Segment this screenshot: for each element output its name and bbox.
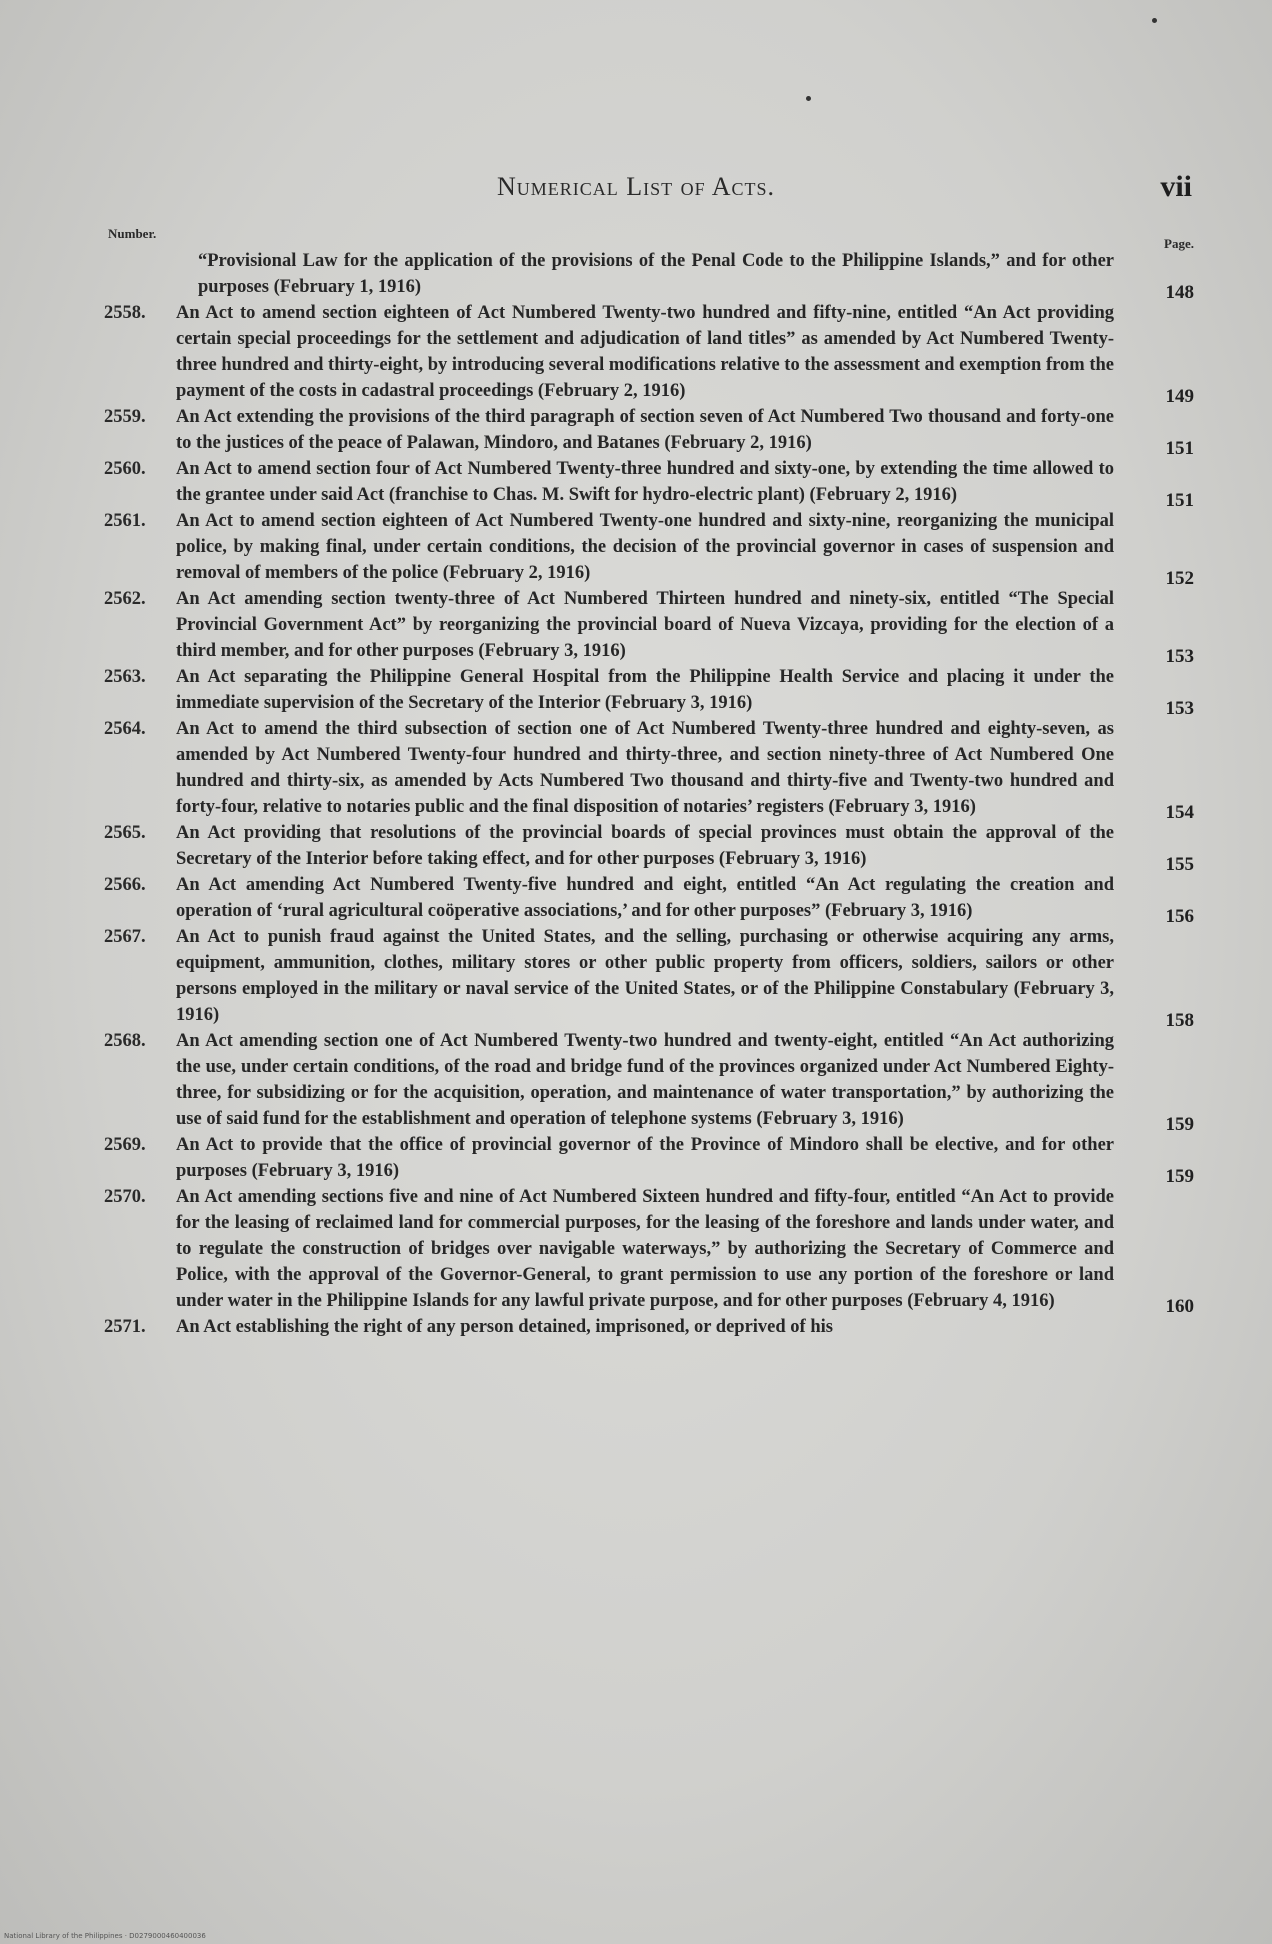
- act-title: An Act to amend section eighteen of Act Numbered Twenty-two hundred and fifty-nine, entitled “An Act providing certain special proceedings for the settlement and adjudication of land titles” as amended by Act Numbered Twenty-three hundred and thirty-eight, by introducing several modifications relative to the assessment and exemption from the payment of the costs in cadastral proceedings (February 2, 1916): [176, 303, 1114, 401]
- act-title: An Act to provide that the office of provincial governor of the Province of Mindoro shall be elective, and for other purposes (February 3, 1916): [176, 1135, 1114, 1181]
- act-title: An Act providing that resolutions of the provincial boards of special provinces must obtain the approval of the Secretary of the Interior before taking effect, and for other purposes (February 3, 1916): [176, 823, 1114, 869]
- act-number: 2560.: [104, 459, 146, 479]
- list-item: [104, 404, 1194, 459]
- list-item: [104, 1184, 1194, 1317]
- page-column-label: Page.: [1164, 236, 1194, 251]
- list-item: [104, 456, 1194, 511]
- act-title: “Provisional Law for the application of the provisions of the Penal Code to the Philippine Islands,” and for other purposes (February 1, 1916): [198, 251, 1114, 297]
- act-number: 2558.: [104, 303, 146, 323]
- running-header: [0, 172, 1272, 202]
- act-number: 2567.: [104, 927, 146, 947]
- act-page: 160: [1165, 1296, 1194, 1317]
- list-item: [104, 664, 1194, 719]
- act-page: 153: [1165, 646, 1194, 667]
- act-page: 155: [1165, 854, 1194, 875]
- act-page: 153: [1165, 698, 1194, 719]
- act-number: 2566.: [104, 875, 146, 895]
- list-item: [104, 248, 1194, 303]
- act-title: An Act to amend section four of Act Numbered Twenty-three hundred and sixty-one, by extending the time allowed to the grantee under said Act (franchise to Chas. M. Swift for hydro-electric plant) (February 2, 1916): [176, 459, 1114, 505]
- list-item: [104, 1132, 1194, 1187]
- list-item: [104, 1314, 1194, 1340]
- act-number: 2570.: [104, 1187, 146, 1207]
- act-number: 2565.: [104, 823, 146, 843]
- act-number: 2561.: [104, 511, 146, 531]
- act-title: An Act extending the provisions of the third paragraph of section seven of Act Numbered Two thousand and forty-one to the justices of the peace of Palawan, Mindoro, and Batanes (February 2, 1916): [176, 407, 1114, 453]
- act-title: An Act amending sections five and nine of Act Numbered Sixteen hundred and fifty-four, entitled “An Act to provide for the leasing of reclaimed land for commercial purposes, for the leasing of the foreshore and lands under water, and to regulate the construction of bridges over navigable waterways,” by authorizing the Secretary of Commerce and Police, with the approval of the Governor-General, to grant permission to use any portion of the foreshore or land under water in the Philippine Islands for any lawful private purpose, and for other purposes (February 4, 1916): [176, 1187, 1114, 1311]
- act-title: An Act to amend the third subsection of section one of Act Numbered Twenty-three hundred and eighty-seven, as amended by Act Numbered Twenty-four hundred and thirty-three, and section ninety-three of Act Numbered One hundred and thirty-six, as amended by Acts Numbered Two thousand and thirty-five and Twenty-two hundred and forty-four, relative to notaries public and the final disposition of notaries’ registers (February 3, 1916): [176, 719, 1114, 817]
- acts-list: [104, 248, 1194, 1340]
- page-title: Numerical List of Acts.: [496, 172, 776, 201]
- number-column-label: Number.: [108, 226, 157, 241]
- act-number: 2569.: [104, 1135, 146, 1155]
- act-title: An Act to amend section eighteen of Act Numbered Twenty-one hundred and sixty-nine, reorganizing the municipal police, by making final, under certain conditions, the decision of the provincial governor in cases of suspension and removal of members of the police (February 2, 1916): [176, 511, 1114, 583]
- act-title: An Act amending section twenty-three of Act Numbered Thirteen hundred and ninety-six, entitled “The Special Provincial Government Act” by reorganizing the provincial board of Nueva Vizcaya, providing for the election of a third member, and for other purposes (February 3, 1916): [176, 589, 1114, 661]
- act-page: 149: [1165, 386, 1194, 407]
- act-page: 148: [1165, 282, 1194, 303]
- dust-speck: [1152, 18, 1157, 23]
- list-item: [104, 716, 1194, 823]
- list-item: [104, 820, 1194, 875]
- act-page: 159: [1165, 1166, 1194, 1187]
- act-page: 151: [1165, 438, 1194, 459]
- act-title: An Act amending Act Numbered Twenty-five hundred and eight, entitled “An Act regulating the creation and operation of ‘rural agricultural coöperative associations,’ and for other purposes” (February 3, 1916): [176, 875, 1114, 921]
- list-item: [104, 872, 1194, 927]
- act-title: An Act separating the Philippine General Hospital from the Philippine Health Service and placing it under the immediate supervision of the Secretary of the Interior (February 3, 1916): [176, 667, 1114, 713]
- act-title: An Act establishing the right of any person detained, imprisoned, or deprived of his: [176, 1317, 833, 1337]
- act-page: 152: [1165, 568, 1194, 589]
- act-number: 2562.: [104, 589, 146, 609]
- list-item: [104, 924, 1194, 1031]
- act-title: An Act amending section one of Act Numbered Twenty-two hundred and twenty-eight, entitled “An Act authorizing the use, under certain conditions, of the road and bridge fund of the provinces organized under Act Numbered Eighty-three, for subsidizing or for the acquisition, operation, and maintenance of water transportation,” by authorizing the use of said fund for the establishment and operation of telephone systems (February 3, 1916): [176, 1031, 1114, 1129]
- list-item: [104, 508, 1194, 589]
- act-number: 2563.: [104, 667, 146, 687]
- act-number: 2571.: [104, 1317, 146, 1337]
- act-page: 159: [1165, 1114, 1194, 1135]
- act-page: 156: [1165, 906, 1194, 927]
- act-number: 2568.: [104, 1031, 146, 1051]
- dust-speck: [806, 96, 811, 101]
- page-number: vii: [1160, 170, 1192, 203]
- act-number: 2564.: [104, 719, 146, 739]
- library-stamp: National Library of the Philippines · D0279000460400036: [4, 1932, 206, 1940]
- act-page: 158: [1165, 1010, 1194, 1031]
- act-title: An Act to punish fraud against the United States, and the selling, purchasing or otherwise acquiring any arms, equipment, ammunition, clothes, military stores or other public property from officers, soldiers, sailors or other persons employed in the military or naval service of the United States, or of the Philippine Constabulary (February 3, 1916): [176, 927, 1114, 1025]
- act-number: 2559.: [104, 407, 146, 427]
- list-item: [104, 1028, 1194, 1135]
- list-item: [104, 300, 1194, 407]
- act-page: 151: [1165, 490, 1194, 511]
- list-item: [104, 586, 1194, 667]
- act-page: 154: [1165, 802, 1194, 823]
